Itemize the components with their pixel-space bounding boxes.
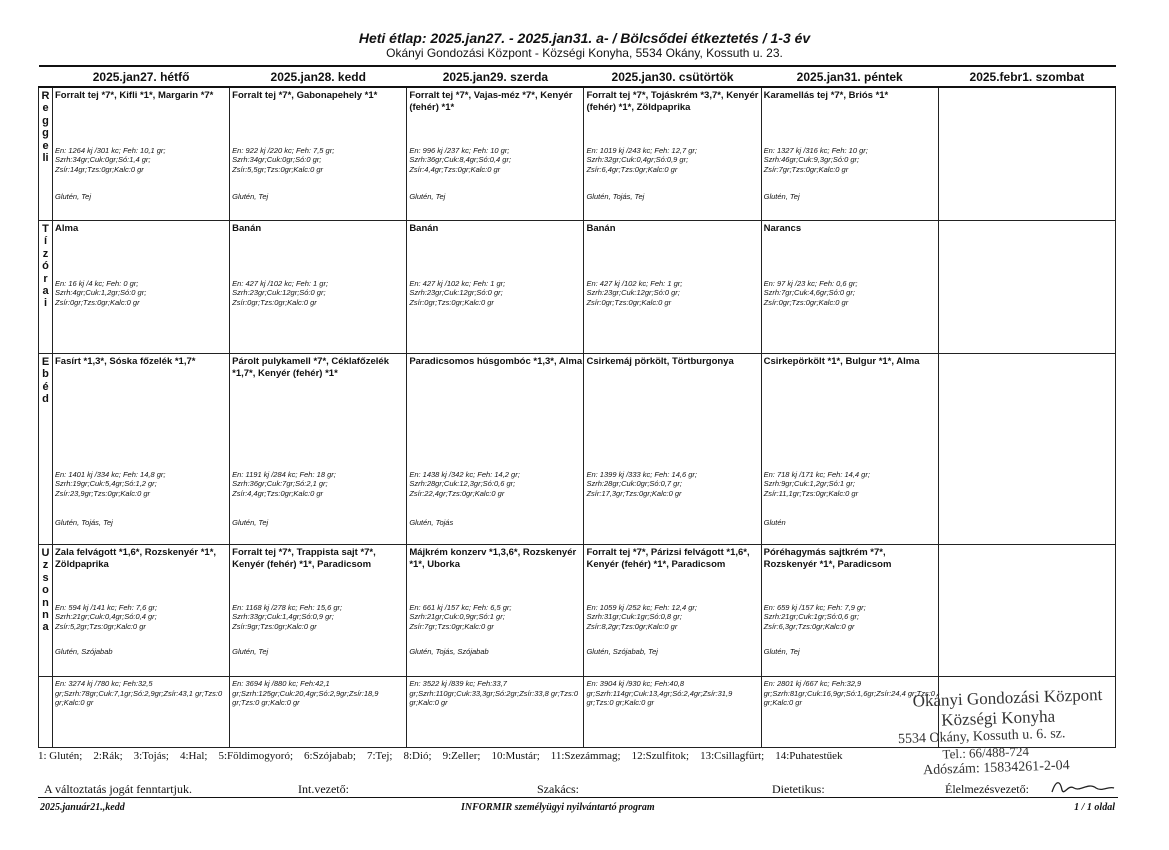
manager-signature-label: Int.vezető: [298, 782, 349, 796]
signature-divider [38, 797, 1118, 798]
dish-name: Forralt tej *7*, Trappista sajt *7*, Kenyér (fehér) *1*, Paradicsom [232, 547, 376, 570]
legend-item: 5:Földimogyoró; [218, 750, 294, 762]
allergen-list: Glutén, Tej [763, 192, 800, 201]
dish-name: Zala felvágott *1,6*, Rozskenyér *1*, Zöldpaprika [55, 547, 217, 570]
nutrition-info [232, 603, 405, 631]
dish-name: Paradicsomos húsgombóc *1,3*, Alma [409, 356, 583, 367]
stamp-line: Tel.: 66/488-724 [942, 743, 1030, 762]
dish-name: Forralt tej *7*, Gabonapehely *1* [232, 90, 378, 101]
page-title: Heti étlap: 2025.jan27. - 2025.jan31. a- / Bölcsődei étkeztetés / 1-3 év [358, 30, 811, 46]
nutrition-line: Szrh:19gr;Cuk:5,4gr;Só:1,2 gr; [55, 479, 157, 489]
nutrition-line: En: 996 kj /237 kc; Feh: 10 gr; [409, 146, 510, 155]
totals-cell [584, 677, 761, 748]
nutrition-line: En: 922 kj /220 kc; Feh: 7,5 gr; [232, 146, 335, 155]
corner-header [39, 66, 53, 87]
allergen-list: Glutén, Tojás, Tej [586, 192, 645, 201]
daily-total: En: 3904 kj /930 kc; Feh:40,8 gr;Szrh:114gr;Cuk:13,4gr;Só:2,4gr;Zsír:31,9 gr;Tzs:0 gr;Kalc:0 gr [586, 679, 733, 708]
nutrition-line: Szrh:21gr;Cuk:1gr;Só:0,6 gr; [763, 612, 860, 622]
nutrition-line: Zsír:0gr;Tzs:0gr;Kalc:0 gr [586, 297, 672, 307]
nutrition-line: Szrh:36gr;Cuk:7gr;Só:2,1 gr; [232, 479, 328, 489]
totals-label-cell [39, 677, 53, 748]
nutrition-info [409, 146, 582, 174]
allergen-list: Glutén, Szójabab [55, 647, 113, 656]
institution-stamp [894, 684, 1137, 792]
menu-cell [761, 221, 938, 354]
legend-item: 12:Szulfitok; [631, 750, 690, 762]
footer-page: 1 / 1 oldal [1074, 802, 1115, 813]
legend-item: 10:Mustár; [491, 750, 540, 762]
nutrition-line: Zsír:7gr;Tzs:0gr;Kalc:0 gr [409, 621, 494, 631]
menu-cell [938, 87, 1115, 221]
page-subtitle: Okányi Gondozási Központ - Községi Konyha, 5534 Okány, Kossuth u. 23. [386, 46, 783, 60]
stamp-line: Községi Konyha [940, 706, 1056, 730]
nutrition-line: En: 97 kj /23 kc; Feh: 0,6 gr; [763, 279, 858, 288]
nutrition-info [55, 603, 228, 631]
meal-row [39, 545, 1116, 677]
meal-row [39, 221, 1116, 354]
day-header: 2025.jan28. kedd [230, 66, 407, 87]
dish-name: Csirkepörkölt *1*, Bulgur *1*, Alma [763, 356, 920, 367]
nutrition-line: En: 1399 kj /333 kc; Feh: 14,6 gr; [586, 470, 697, 479]
meal-row [39, 87, 1116, 221]
menu-cell [938, 354, 1115, 545]
menu-cell [407, 545, 584, 677]
allergen-list: Glutén, Tej [232, 647, 269, 656]
daily-total: En: 3274 kj /780 kc; Feh:32,5 gr;Szrh:78gr;Cuk:7,1gr;Só:2,9gr;Zsír:43,1 gr;Tzs:0 gr;Kalc:0 gr [55, 679, 223, 708]
nutrition-line: En: 1191 kj /284 kc; Feh: 18 gr; [232, 470, 336, 479]
menu-cell [761, 87, 938, 221]
menu-cell [407, 221, 584, 354]
nutrition-info [409, 603, 582, 631]
nutrition-line: En: 718 kj /171 kc; Feh: 14,4 gr; [763, 470, 870, 479]
allergen-list: Glutén, Tojás, Tej [55, 518, 113, 527]
legend-item: 3:Tojás; [133, 750, 169, 762]
nutrition-line: Szrh:33gr;Cuk:1,4gr;Só:0,9 gr; [232, 612, 334, 622]
menu-cell [584, 221, 761, 354]
allergen-list: Glutén, Tej [232, 192, 269, 201]
stamp-line: Okányi Gondozási Központ [912, 684, 1103, 711]
nutrition-line: Zsír:14gr;Tzs:0gr;Kalc:0 gr [55, 164, 144, 174]
dish-name: Forralt tej *7*, Kifli *1*, Margarin *7* [55, 90, 214, 101]
totals-cell [53, 677, 230, 748]
nutrition-info [586, 470, 759, 498]
meal-label: Uzsonna [41, 547, 50, 634]
menu-cell [53, 221, 230, 354]
day-header: 2025.jan27. hétfő [53, 66, 230, 87]
nutrition-line: Zsír:23,9gr;Tzs:0gr;Kalc:0 gr [55, 488, 151, 498]
nutrition-line: Zsír:6,4gr;Tzs:0gr;Kalc:0 gr [586, 164, 678, 174]
dish-name: Forralt tej *7*, Párizsi felvágott *1,6*, Kenyér (fehér) *1*, Paradicsom [586, 547, 750, 570]
nutrition-info [764, 470, 937, 498]
nutrition-line: En: 1401 kj /334 kc; Feh: 14,8 gr; [55, 470, 166, 479]
menu-cell [53, 545, 230, 677]
meal-label-cell [39, 87, 53, 221]
menu-cell [938, 221, 1115, 354]
stamp-line: Adószám: 15834261-2-04 [922, 758, 1070, 779]
meal-label: Reggeli [41, 90, 50, 165]
menu-cell [761, 545, 938, 677]
nutrition-line: En: 659 kj /157 kc; Feh: 7,9 gr; [763, 603, 866, 612]
dish-name: Forralt tej *7*, Vajas-méz *7*, Kenyér (fehér) *1* [409, 90, 573, 113]
legend-item: 7:Tej; [366, 750, 393, 762]
stamp-line: 5534 Okány, Kossuth u. 6. sz. [897, 726, 1066, 748]
nutrition-line: Zsír:6,3gr;Tzs:0gr;Kalc:0 gr [763, 621, 855, 631]
menu-cell [53, 354, 230, 545]
day-header: 2025.jan29. szerda [407, 66, 584, 87]
daily-total: En: 2801 kj /667 kc; Feh:32,9 gr;Szrh:81gr;Cuk:16,9gr;Só:1,6gr;Zsír:24,4 gr;Tzs:0 gr;Kalc:0 gr [763, 679, 935, 708]
footer-date: 2025.január21.,kedd [40, 802, 125, 813]
nutrition-info [764, 603, 937, 631]
dish-name: Banán [232, 223, 262, 234]
nutrition-line: En: 1327 kj /316 kc; Feh: 10 gr; [763, 146, 868, 155]
legend-item: 2:Rák; [93, 750, 123, 762]
legend-item: 9:Zeller; [442, 750, 481, 762]
nutrition-line: Zsír:5,2gr;Tzs:0gr;Kalc:0 gr [55, 621, 146, 631]
daily-total: En: 3694 kj /880 kc; Feh:42,1 gr;Szrh:125gr;Cuk:20,4gr;Só:2,9gr;Zsír:18,9 gr;Tzs:0 gr;Kalc:0 gr [232, 679, 379, 708]
menu-cell [584, 545, 761, 677]
nutrition-line: Zsír:9gr;Tzs:0gr;Kalc:0 gr [232, 621, 317, 631]
dish-name: Alma [55, 223, 79, 234]
nutrition-line: Zsír:22,4gr;Tzs:0gr;Kalc:0 gr [409, 488, 505, 498]
nutrition-line: Szrh:36gr;Cuk:8,4gr;Só:0,4 gr; [409, 155, 512, 165]
nutrition-line: En: 1438 kj /342 kc; Feh: 14,2 gr; [409, 470, 520, 479]
nutrition-line: Szrh:4gr;Cuk:1,2gr;Só:0 gr; [55, 288, 147, 298]
nutrition-info [409, 470, 582, 498]
menu-cell [584, 354, 761, 545]
nutrition-line: Szrh:28gr;Cuk:12,3gr;Só:0,6 gr; [409, 479, 516, 489]
nutrition-line: Szrh:23gr;Cuk:12gr;Só:0 gr; [586, 288, 680, 298]
nutrition-line: En: 427 kj /102 kc; Feh: 1 gr; [409, 279, 506, 288]
allergen-list: Glutén, Tej [763, 647, 800, 656]
nutrition-line: Szrh:9gr;Cuk:1,2gr;Só:1 gr; [763, 479, 855, 489]
menu-cell [53, 87, 230, 221]
dish-name: Párolt pulykamell *7*, Céklafőzelék *1,7*, Kenyér (fehér) *1* [232, 356, 389, 379]
nutrition-line: Zsír:4,4gr;Tzs:0gr;Kalc:0 gr [232, 488, 324, 498]
nutrition-line: Szrh:32gr;Cuk:0,4gr;Só:0,9 gr; [586, 155, 689, 165]
nutrition-line: En: 16 kj /4 kc; Feh: 0 gr; [55, 279, 139, 288]
day-header-row [39, 66, 1116, 87]
nutrition-info [55, 146, 228, 174]
nutrition-line: Szrh:34gr;Cuk:0gr;Só:1,4 gr; [55, 155, 151, 165]
nutrition-info [586, 279, 759, 307]
totals-cell [407, 677, 584, 748]
dish-name: Fasírt *1,3*, Sóska főzelék *1,7* [55, 356, 196, 367]
nutrition-line: En: 1168 kj /278 kc; Feh: 15,6 gr; [232, 603, 343, 612]
menu-table [38, 65, 1116, 748]
nutrition-line: Szrh:21gr;Cuk:0,4gr;Só:0,4 gr; [55, 612, 157, 622]
nutrition-line: Szrh:23gr;Cuk:12gr;Só:0 gr; [409, 288, 503, 298]
nutrition-line: En: 427 kj /102 kc; Feh: 1 gr; [586, 279, 683, 288]
dish-name: Csirkemáj pörkölt, Törtburgonya [586, 356, 734, 367]
legend-item: 11:Szezámmag; [550, 750, 621, 762]
totals-cell [230, 677, 407, 748]
dish-name: Májkrém konzerv *1,3,6*, Rozskenyér *1*, Uborka [409, 547, 577, 570]
dish-name: Póréhagymás sajtkrém *7*, Rozskenyér *1*, Paradicsom [763, 547, 892, 570]
meal-label-cell [39, 221, 53, 354]
dish-name: Forralt tej *7*, Tojáskrém *3,7*, Kenyér (fehér) *1*, Zöldpaprika [586, 90, 759, 113]
nutrition-info [764, 279, 937, 307]
menu-cell [230, 545, 407, 677]
nutrition-line: En: 661 kj /157 kc; Feh: 6,5 gr; [409, 603, 512, 612]
nutrition-info [764, 146, 937, 174]
meal-label: Tízórai [42, 223, 49, 310]
allergen-list: Glutén, Tej [55, 192, 91, 201]
nutrition-line: En: 1019 kj /243 kc; Feh: 12,7 gr; [586, 146, 697, 155]
footer-program: INFORMIR személyügyi nyilvántartó program [461, 802, 655, 813]
nutrition-line: Zsír:8,2gr;Tzs:0gr;Kalc:0 gr [586, 621, 678, 631]
day-header: 2025.jan31. péntek [761, 66, 938, 87]
nutrition-info [55, 279, 228, 307]
dietician-signature-label: Dietetikus: [772, 782, 825, 796]
allergen-list: Glutén, Tojás [409, 518, 454, 527]
legend-item: 6:Szójabab; [304, 750, 356, 762]
cook-signature-label: Szakács: [537, 782, 579, 796]
meal-label-cell [39, 354, 53, 545]
nutrition-line: Zsír:0gr;Tzs:0gr;Kalc:0 gr [409, 297, 494, 307]
nutrition-info [55, 470, 228, 498]
nutrition-line: Zsír:0gr;Tzs:0gr;Kalc:0 gr [763, 297, 849, 307]
nutrition-line: Zsír:7gr;Tzs:0gr;Kalc:0 gr [763, 164, 849, 174]
allergen-list: Glutén, Tojás, Szójabab [409, 647, 489, 656]
nutrition-line: Zsír:4,4gr;Tzs:0gr;Kalc:0 gr [409, 164, 501, 174]
legend-item: 8:Dió; [403, 750, 432, 762]
daily-total: En: 3522 kj /839 kc; Feh:33,7 gr;Szrh:110gr;Cuk:33,3gr;Só:2gr;Zsír:33,8 gr;Tzs:0 gr;Kalc:0 gr [409, 679, 578, 708]
menu-cell [407, 87, 584, 221]
rights-note: A változtatás jogát fenntartjuk. [44, 782, 192, 796]
nutrition-info [232, 146, 405, 174]
dish-name: Karamellás tej *7*, Briós *1* [763, 90, 889, 101]
meal-label: Ebéd [41, 356, 50, 406]
menu-cell [230, 87, 407, 221]
nutrition-line: Szrh:7gr;Cuk:4,6gr;Só:0 gr; [763, 288, 855, 298]
day-header: 2025.jan30. csütörtök [584, 66, 761, 87]
nutrition-line: En: 1059 kj /252 kc; Feh: 12,4 gr; [586, 603, 697, 612]
allergen-list: Glutén, Szójabab, Tej [586, 647, 658, 656]
nutrition-line: En: 594 kj /141 kc; Feh: 7,6 gr; [55, 603, 158, 612]
food-manager-signature-label: Élelmezésvezető: [945, 782, 1029, 796]
nutrition-line: Szrh:31gr;Cuk:1gr;Só:0,8 gr; [586, 612, 682, 622]
nutrition-line: Szrh:28gr;Cuk:0gr;Só:0,7 gr; [586, 479, 682, 489]
allergen-list: Glutén, Tej [409, 192, 446, 201]
menu-cell [938, 545, 1115, 677]
nutrition-line: Zsír:0gr;Tzs:0gr;Kalc:0 gr [232, 297, 317, 307]
day-header: 2025.febr1. szombat [938, 66, 1115, 87]
allergen-list: Glutén, Tej [232, 518, 269, 527]
menu-cell [407, 354, 584, 545]
nutrition-info [409, 279, 582, 307]
legend-item: 4:Hal; [179, 750, 208, 762]
nutrition-line: Zsír:5,5gr;Tzs:0gr;Kalc:0 gr [232, 164, 324, 174]
dish-name: Narancs [763, 223, 802, 234]
menu-cell [230, 354, 407, 545]
nutrition-line: Szrh:34gr;Cuk:0gr;Só:0 gr; [232, 155, 322, 165]
nutrition-line: En: 427 kj /102 kc; Feh: 1 gr; [232, 279, 329, 288]
dish-name: Banán [409, 223, 439, 234]
menu-cell [761, 354, 938, 545]
nutrition-line: En: 1264 kj /301 kc; Feh: 10,1 gr; [55, 146, 166, 155]
nutrition-info [232, 470, 405, 498]
legend-item: 14:Puhatestűek [775, 750, 843, 762]
nutrition-line: Zsír:17,3gr;Tzs:0gr;Kalc:0 gr [586, 488, 682, 498]
meal-label-cell [39, 545, 53, 677]
legend-item: 1: Glutén; [38, 750, 83, 762]
nutrition-line: Szrh:46gr;Cuk:9,3gr;Só:0 gr; [763, 155, 860, 165]
legend-item: 13:Csillagfürt; [700, 750, 765, 762]
menu-cell [584, 87, 761, 221]
nutrition-line: Zsír:0gr;Tzs:0gr;Kalc:0 gr [55, 297, 140, 307]
nutrition-line: Szrh:23gr;Cuk:12gr;Só:0 gr; [232, 288, 326, 298]
dish-name: Banán [586, 223, 616, 234]
nutrition-info [232, 279, 405, 307]
nutrition-line: Szrh:21gr;Cuk:0,9gr;Só:1 gr; [409, 612, 505, 622]
allergen-list: Glutén [763, 518, 786, 527]
menu-cell [230, 221, 407, 354]
nutrition-line: Zsír:11,1gr;Tzs:0gr;Kalc:0 gr [763, 488, 859, 498]
nutrition-info [586, 603, 759, 631]
nutrition-info [586, 146, 759, 174]
meal-row [39, 354, 1116, 545]
